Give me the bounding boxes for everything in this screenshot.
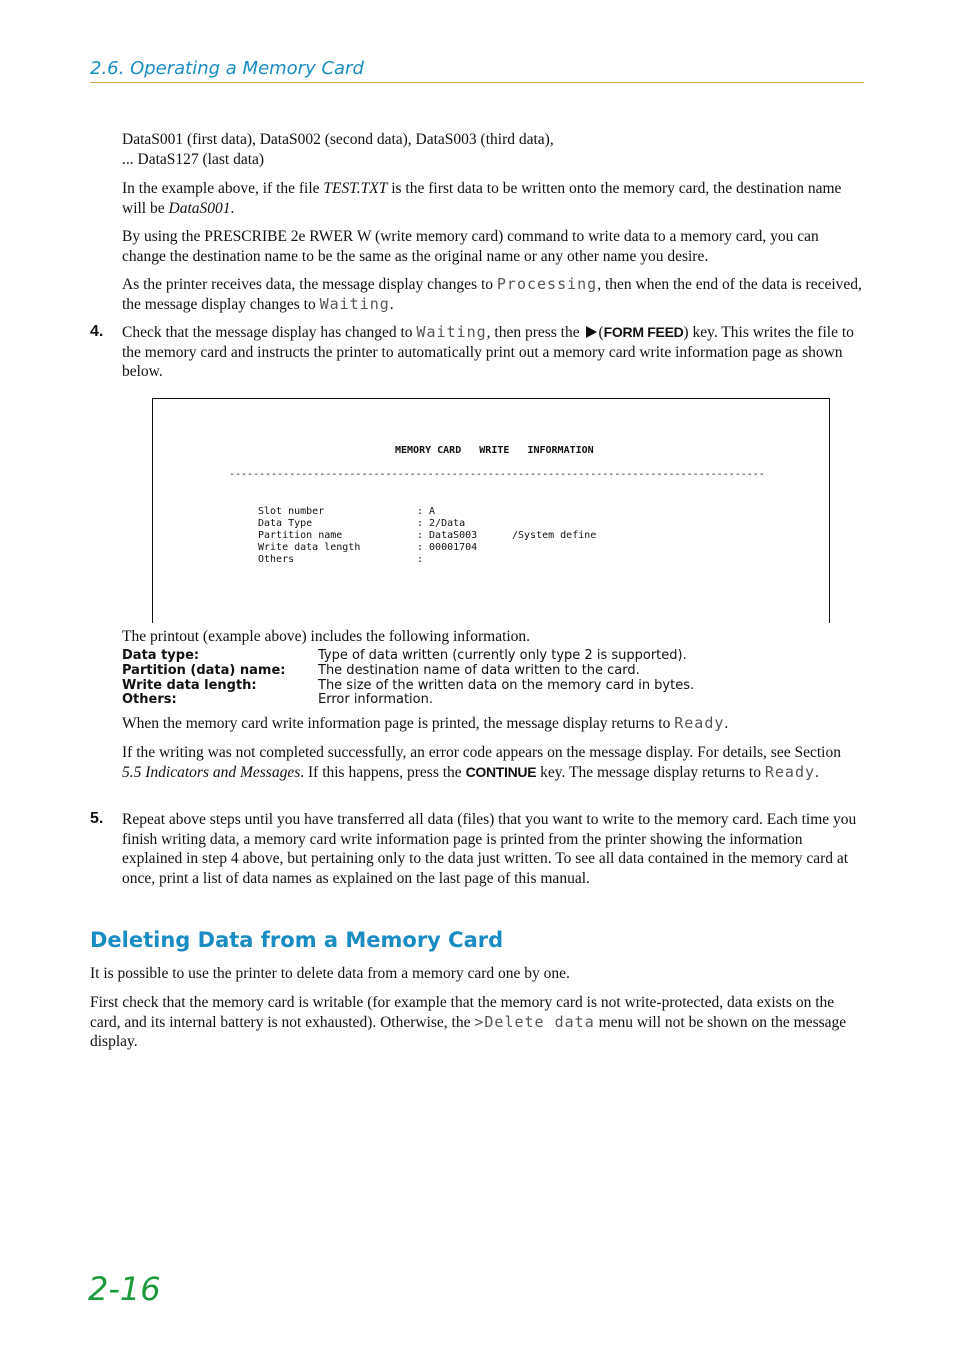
step-number: 5. (90, 810, 104, 827)
lcd-message: Ready (764, 762, 816, 781)
info-list (122, 649, 822, 709)
info-def: The size of the written data on the memory card in bytes. (318, 677, 695, 693)
printout-label: Partition name (258, 530, 343, 541)
names-line-1: DataS001 (first data), DataS002 (second data), DataS003 (third data), (122, 131, 554, 148)
text-run: key. The message display returns to (536, 763, 765, 781)
lcd-message: Ready (674, 714, 725, 732)
printout-rule: ----------------------------------------------------------------------------------------- (229, 469, 765, 480)
info-def: The destination name of data written to the card. (318, 662, 640, 678)
continue-key: CONTINUE (465, 763, 537, 780)
section-reference: 5.5 Indicators and Messages (122, 763, 301, 781)
info-def: Error information. (318, 692, 433, 708)
text-run: . (389, 295, 394, 313)
text-run: As the printer receives data, the message display changes to (122, 276, 497, 293)
page-number: 2-16 (88, 1270, 161, 1308)
printout-label: Data Type (258, 518, 313, 529)
text-run: Check that the message display has changed to (122, 324, 417, 341)
info-intro: The printout (example above) includes the following information. (122, 628, 531, 645)
rwer-paragraph: By using the PRESCRIBE 2e RWER W (write memory card) command to write data to a memory card, you can change the destination name to be the same as the original name or any other name you desire. (122, 228, 819, 265)
step-number: 4. (90, 323, 104, 340)
text-run: ( (598, 324, 604, 341)
after-print-paragraph (122, 714, 864, 734)
running-header: 2.6. Operating a Memory Card (90, 58, 364, 79)
text-run: When the memory card write information page is printed, the message display returns to (122, 715, 675, 732)
lcd-message: >Delete data (474, 1012, 595, 1031)
printout-value: : 00001704 (417, 542, 478, 553)
printout-label: Write data length (258, 542, 361, 553)
form-feed-key: FORM FEED (603, 324, 684, 340)
text-run: . If this happens, press the (300, 763, 466, 781)
section-heading: Deleting Data from a Memory Card (90, 928, 504, 952)
printout-extra: /System define (512, 530, 597, 541)
names-line-2: ... DataS127 (last data) (122, 150, 265, 168)
text-run: , then when the end of the data is received, the message display changes to (122, 276, 862, 313)
printout-value: : (417, 554, 424, 565)
text-run: , then press the (486, 324, 584, 341)
text-run: In the example above, if the file (122, 180, 324, 197)
receive-paragraph (122, 275, 864, 314)
info-def: Type of data written (currently only type 2 is supported). (318, 648, 687, 663)
error-paragraph (122, 743, 864, 782)
text-run: ) (683, 324, 689, 341)
delete-condition (90, 993, 864, 1052)
info-term: Others: (122, 692, 177, 708)
text-run: . (815, 763, 819, 781)
delete-intro: It is possible to use the printer to delete data from a memory card one by one. (90, 965, 570, 982)
printout-label: Slot number (258, 506, 325, 517)
lcd-message: Waiting (416, 323, 487, 341)
header-rule (90, 82, 864, 83)
info-term: Write data length: (122, 677, 257, 693)
text-run: menu will not be shown on the message display. (90, 1013, 847, 1050)
printout-title: MEMORY CARD WRITE INFORMATION (395, 445, 594, 456)
printout-label: Others (258, 554, 295, 565)
text-run: is the first data to be written onto the memory card, the destination name will be (122, 180, 842, 217)
text-run: . (230, 199, 235, 217)
destination-names (122, 130, 864, 169)
file-name: TEST.TXT (323, 180, 388, 197)
lcd-message: Processing (496, 275, 598, 293)
text-run: If the writing was not completed successfully, an error code appears on the message display. For details, see Section (122, 744, 841, 761)
text-run: key. This writes the file to the memory card and instructs the printer to automatically print out a memory card write information page as shown below. (122, 324, 854, 380)
info-term: Data type: (122, 648, 200, 663)
printout-value: : 2/Data (417, 518, 466, 529)
step-5-text: Repeat above steps until you have transferred all data (files) that you want to write to the memory card. Each time you finish writing data, a memory card write information page is printed from the printer showing the information explained in step 4 above, but pertaining only to the data just written. To see all data contained in the memory card at once, print a list of data names as explained on the last page of this manual. (122, 811, 857, 887)
printout-example (152, 398, 830, 623)
printout-value: : A (417, 506, 436, 517)
info-term: Partition (data) name: (122, 662, 286, 678)
destination-name: DataS001 (168, 199, 231, 217)
step-4-text (122, 323, 864, 382)
play-arrow-icon (586, 326, 597, 338)
text-run: . (724, 715, 729, 732)
lcd-message: Waiting (319, 294, 390, 313)
example-paragraph (122, 179, 864, 218)
text-run: First check that the memory card is writable (for example that the memory card is not write-protected, data exists on the card, and its internal battery is not exhausted). Otherwise, the (90, 994, 835, 1031)
printout-value: : DataS003 (417, 530, 478, 541)
